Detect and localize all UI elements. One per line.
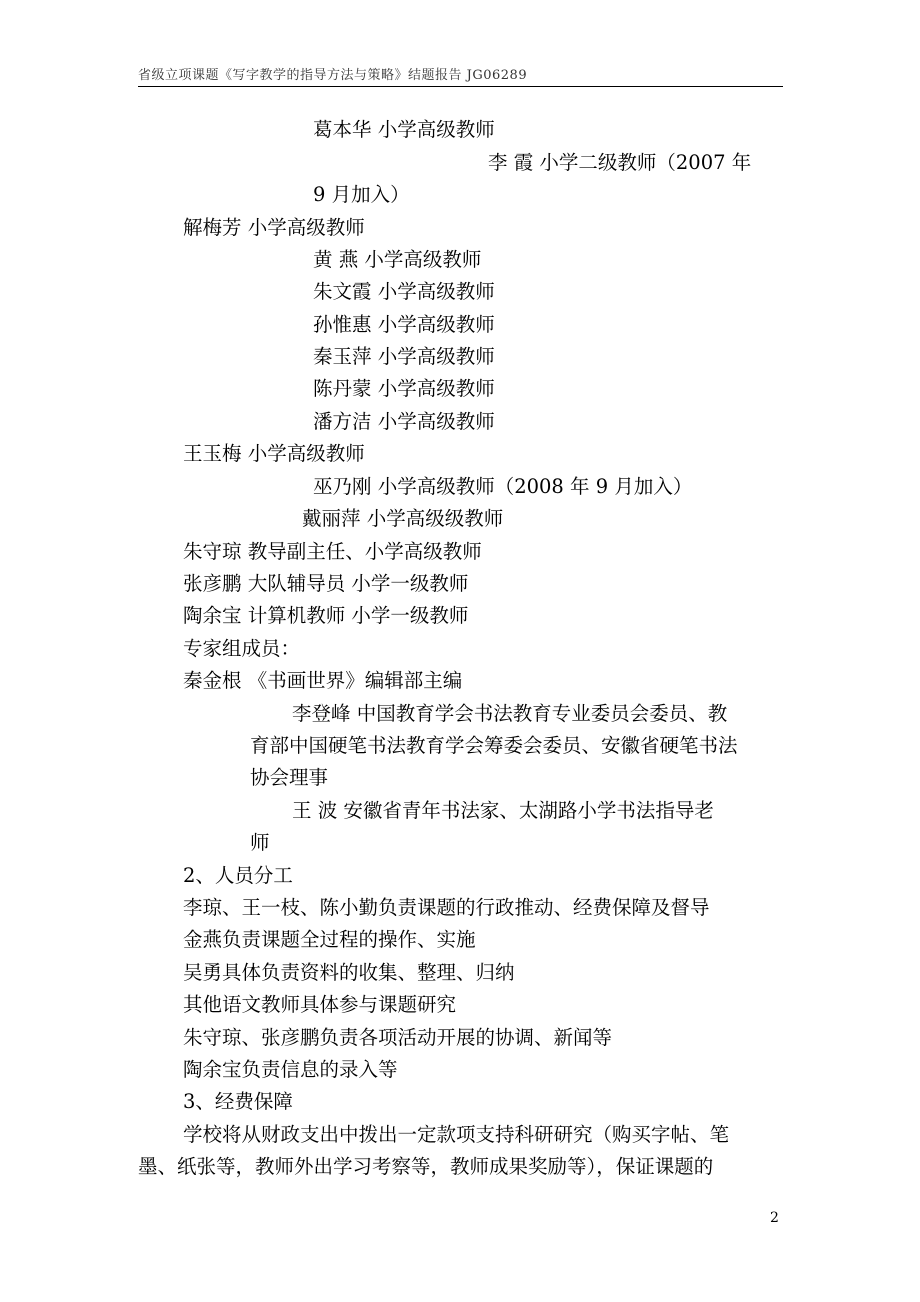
text-line: 戴丽萍 小学高级级教师 (302, 507, 504, 530)
text-line: 墨、纸张等，教师外出学习考察等，教师成果奖励等），保证课题的 (138, 1155, 714, 1178)
text-line: 王 波 安徽省青年书法家、太湖路小学书法指导老 (292, 799, 714, 822)
text-line: 9 月加入） (313, 183, 410, 206)
text-line: 秦金根 《书画世界》编辑部主编 (183, 669, 463, 692)
text-line: 孙惟惠 小学高级教师 (313, 313, 495, 336)
text-line: 葛本华 小学高级教师 (313, 118, 495, 141)
text-line: 潘方洁 小学高级教师 (313, 410, 495, 433)
text-line: 育部中国硬笔书法教育学会筹委会委员、安徽省硬笔书法 (250, 734, 738, 757)
text-line: 朱文霞 小学高级教师 (313, 280, 495, 303)
text-line: 秦玉萍 小学高级教师 (313, 345, 495, 368)
text-line: 2、人员分工 (183, 864, 293, 887)
text-line: 王玉梅 小学高级教师 (183, 442, 365, 465)
header-rule (138, 86, 783, 87)
text-line: 解梅芳 小学高级教师 (183, 216, 365, 239)
text-line: 学校将从财政支出中拨出一定款项支持科研研究（购买字帖、笔 (183, 1123, 730, 1146)
text-line: 吴勇具体负责资料的收集、整理、归纳 (183, 961, 515, 984)
text-line: 金燕负责课题全过程的操作、实施 (183, 928, 476, 951)
text-line: 专家组成员： (183, 637, 301, 660)
text-line: 师 (250, 831, 270, 854)
text-line: 协会理事 (250, 766, 329, 789)
text-line: 黄 燕 小学高级教师 (313, 248, 482, 271)
running-header: 省级立项课题《写字教学的指导方法与策略》结题报告 JG06289 (138, 68, 528, 83)
text-line: 陶余宝负责信息的录入等 (183, 1058, 398, 1081)
text-line: 李 霞 小学二级教师（2007 年 (488, 151, 752, 174)
text-line: 3、经费保障 (183, 1090, 293, 1113)
text-line: 陈丹蒙 小学高级教师 (313, 377, 495, 400)
text-line: 陶余宝 计算机教师 小学一级教师 (183, 604, 469, 627)
text-line: 其他语文教师具体参与课题研究 (183, 993, 457, 1016)
text-line: 朱守琼、张彦鹏负责各项活动开展的协调、新闻等 (183, 1026, 613, 1049)
text-line: 李琼、王一枝、陈小勤负责课题的行政推动、经费保障及督导 (183, 896, 710, 919)
page-number: 2 (770, 1210, 779, 1226)
text-line: 朱守琼 教导副主任、小学高级教师 (183, 540, 482, 563)
text-line: 巫乃刚 小学高级教师（2008 年 9 月加入） (313, 475, 693, 498)
text-line: 张彦鹏 大队辅导员 小学一级教师 (183, 572, 469, 595)
text-line: 李登峰 中国教育学会书法教育专业委员会委员、教 (292, 702, 728, 725)
